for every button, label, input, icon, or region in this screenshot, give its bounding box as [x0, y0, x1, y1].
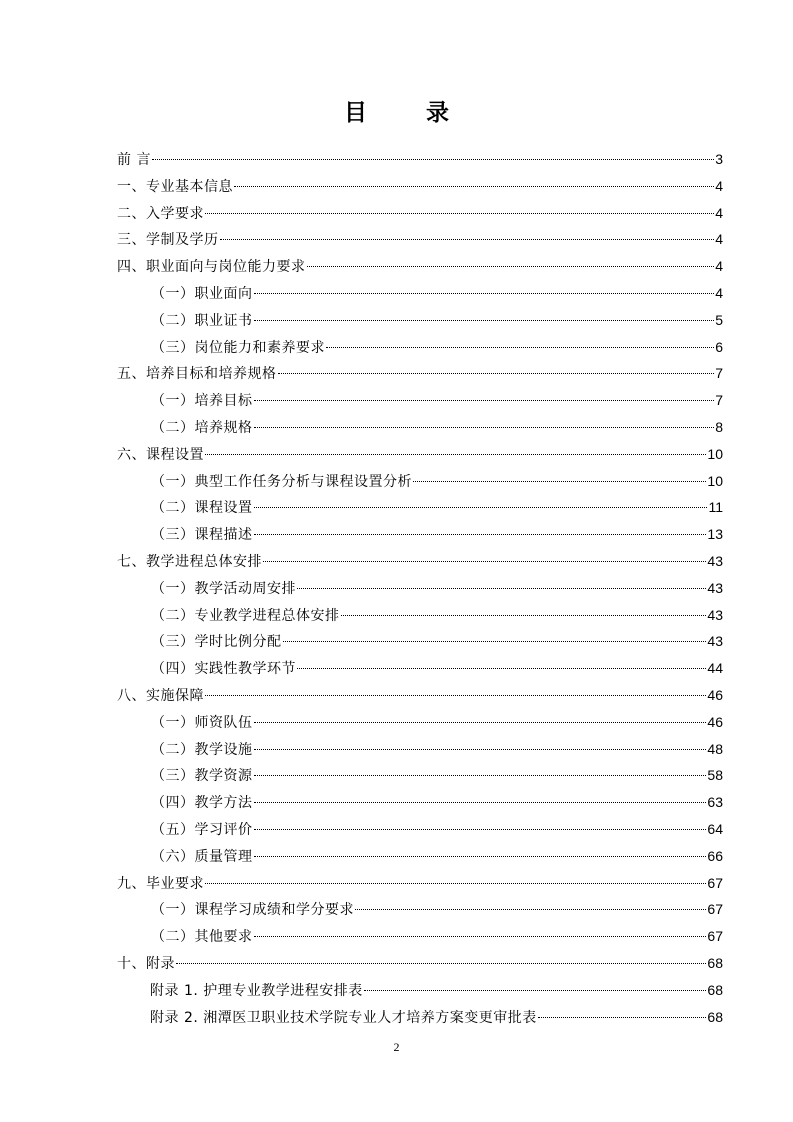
toc-entry-page-number: 8: [715, 418, 723, 435]
toc-entry[interactable]: [117, 655, 723, 682]
toc-dot-leader: [283, 641, 707, 642]
toc-entry[interactable]: [117, 280, 723, 307]
toc-dot-leader: [254, 507, 708, 508]
toc-dot-leader: [278, 373, 715, 374]
toc-entry-label: 一、专业基本信息: [117, 178, 233, 195]
toc-entry[interactable]: [117, 602, 723, 629]
toc-entry[interactable]: [117, 226, 723, 253]
toc-list: [117, 146, 723, 1030]
toc-entry[interactable]: [117, 387, 723, 414]
toc-entry-label: 三、学制及学历: [117, 232, 219, 249]
toc-entry-page-number: 64: [707, 820, 723, 837]
toc-entry-page-number: 63: [707, 794, 723, 811]
toc-entry-label: （一）典型工作任务分析与课程设置分析: [151, 473, 412, 490]
toc-dot-leader: [263, 561, 706, 562]
toc-entry[interactable]: [117, 441, 723, 468]
toc-dot-leader: [205, 454, 706, 455]
toc-entry-page-number: 67: [707, 901, 723, 918]
toc-dot-leader: [205, 883, 706, 884]
toc-entry[interactable]: [117, 575, 723, 602]
toc-entry-page-number: 10: [707, 445, 723, 462]
toc-dot-leader: [254, 427, 715, 428]
page-number: 2: [393, 1040, 400, 1054]
toc-entry[interactable]: [117, 334, 723, 361]
toc-dot-leader: [297, 668, 706, 669]
toc-entry-page-number: 13: [707, 526, 723, 543]
toc-entry-label: （四）实践性教学环节: [151, 661, 296, 678]
toc-entry-label: （一）培养目标: [151, 393, 253, 410]
toc-entry-label: 附录 1. 护理专业教学进程安排表: [150, 982, 363, 999]
toc-entry-page-number: 66: [707, 847, 723, 864]
toc-entry-page-number: 6: [715, 338, 723, 355]
toc-entry[interactable]: [117, 870, 723, 897]
toc-entry[interactable]: [117, 414, 723, 441]
toc-entry-page-number: 10: [707, 472, 723, 489]
toc-entry-page-number: 3: [715, 151, 723, 167]
toc-entry-label: 附录 2. 湘潭医卫职业技术学院专业人才培养方案变更审批表: [150, 1009, 537, 1026]
toc-dot-leader: [220, 239, 715, 240]
toc-entry-page-number: 68: [707, 954, 723, 971]
toc-dot-leader: [205, 695, 706, 696]
toc-dot-leader: [254, 293, 715, 294]
toc-entry[interactable]: [117, 200, 723, 227]
toc-entry-page-number: 46: [707, 686, 723, 703]
toc-entry[interactable]: [117, 709, 723, 736]
toc-entry-label: 四、职业面向与岗位能力要求: [117, 259, 306, 276]
toc-entry-label: 六、课程设置: [117, 446, 204, 463]
toc-entry-label: （一）课程学习成绩和学分要求: [151, 902, 354, 919]
toc-dot-leader: [176, 963, 706, 964]
toc-entry[interactable]: [117, 816, 723, 843]
toc-entry-label: 前 言: [117, 152, 151, 168]
toc-entry[interactable]: [117, 736, 723, 763]
toc-entry-label: 九、毕业要求: [117, 875, 204, 892]
toc-entry[interactable]: [117, 494, 723, 521]
toc-dot-leader: [254, 722, 707, 723]
toc-entry[interactable]: [117, 146, 723, 173]
toc-entry[interactable]: [117, 253, 723, 280]
toc-entry[interactable]: [117, 307, 723, 334]
toc-entry-label: 七、教学进程总体安排: [117, 553, 262, 570]
toc-dot-leader: [254, 775, 707, 776]
toc-entry-page-number: 68: [707, 981, 723, 998]
toc-entry[interactable]: [117, 977, 723, 1004]
toc-entry-label: （六）质量管理: [151, 848, 253, 865]
toc-dot-leader: [355, 909, 706, 910]
toc-entry[interactable]: [117, 173, 723, 200]
toc-dot-leader: [297, 588, 706, 589]
toc-entry-page-number: 43: [707, 579, 723, 596]
toc-entry-label: （一）职业面向: [151, 285, 253, 302]
toc-dot-leader: [254, 936, 707, 937]
toc-dot-leader: [538, 1017, 707, 1018]
toc-entry-label: （二）职业证书: [151, 312, 253, 329]
toc-entry-label: （二）培养规格: [151, 419, 253, 436]
toc-entry-page-number: 67: [707, 874, 723, 891]
toc-dot-leader: [341, 615, 707, 616]
toc-entry[interactable]: [117, 548, 723, 575]
toc-entry-label: （二）教学设施: [151, 741, 253, 758]
toc-entry[interactable]: [117, 468, 723, 495]
toc-entry-page-number: 7: [715, 392, 723, 409]
toc-entry-label: （四）教学方法: [151, 795, 253, 812]
toc-entry-label: （三）教学资源: [151, 768, 253, 785]
toc-entry-label: （三）岗位能力和素养要求: [151, 339, 325, 356]
toc-entry-page-number: 4: [715, 284, 723, 301]
toc-entry[interactable]: [117, 360, 723, 387]
toc-dot-leader: [152, 159, 714, 160]
toc-dot-leader: [254, 749, 707, 750]
toc-entry[interactable]: [117, 628, 723, 655]
toc-entry-page-number: 5: [715, 311, 723, 328]
toc-entry-page-number: 11: [708, 499, 723, 516]
toc-entry-label: 十、附录: [117, 955, 175, 972]
toc-entry-label: （二）其他要求: [151, 929, 253, 946]
toc-entry[interactable]: [117, 843, 723, 870]
toc-entry-page-number: 7: [715, 365, 723, 382]
toc-entry-label: 八、实施保障: [117, 687, 204, 704]
toc-entry-page-number: 43: [707, 606, 723, 623]
toc-entry-label: 二、入学要求: [117, 205, 204, 222]
toc-dot-leader: [234, 186, 714, 187]
toc-dot-leader: [326, 347, 714, 348]
toc-title: 目 录: [344, 100, 467, 126]
toc-entry-page-number: 43: [707, 633, 723, 650]
toc-entry-label: （二）专业教学进程总体安排: [151, 607, 340, 624]
toc-entry-page-number: 58: [707, 767, 723, 784]
toc-dot-leader: [205, 213, 714, 214]
toc-entry-label: （一）教学活动周安排: [151, 580, 296, 597]
toc-entry-page-number: 4: [715, 204, 723, 221]
toc-entry-label: （五）学习评价: [151, 821, 253, 838]
toc-entry-page-number: 68: [707, 1008, 723, 1025]
toc-entry-page-number: 4: [715, 231, 723, 248]
toc-entry-label: （三）学时比例分配: [151, 634, 282, 651]
toc-entry-label: （二）课程设置: [151, 500, 253, 517]
toc-entry[interactable]: [117, 1004, 723, 1031]
toc-entry-page-number: 43: [707, 552, 723, 569]
toc-entry-page-number: 44: [707, 660, 723, 677]
toc-dot-leader: [254, 320, 715, 321]
toc-entry[interactable]: [117, 896, 723, 923]
toc-dot-leader: [254, 829, 707, 830]
toc-entry-label: 五、培养目标和培养规格: [117, 366, 277, 383]
toc-entry[interactable]: [117, 762, 723, 789]
toc-entry-page-number: 46: [707, 713, 723, 730]
toc-entry-page-number: 4: [715, 177, 723, 194]
toc-dot-leader: [254, 856, 707, 857]
toc-dot-leader: [254, 400, 715, 401]
toc-entry[interactable]: [117, 923, 723, 950]
toc-entry-label: （一）师资队伍: [151, 714, 253, 731]
toc-dot-leader: [254, 534, 707, 535]
toc-dot-leader: [413, 481, 706, 482]
toc-entry[interactable]: [117, 950, 723, 977]
toc-entry-page-number: 48: [707, 740, 723, 757]
toc-entry[interactable]: [117, 682, 723, 709]
toc-dot-leader: [307, 266, 715, 267]
toc-entry-page-number: 67: [707, 928, 723, 945]
toc-entry-page-number: 4: [715, 258, 723, 275]
toc-entry[interactable]: [117, 521, 723, 548]
toc-dot-leader: [364, 990, 707, 991]
toc-entry[interactable]: [117, 789, 723, 816]
toc-dot-leader: [254, 802, 707, 803]
toc-entry-label: （三）课程描述: [151, 527, 253, 544]
